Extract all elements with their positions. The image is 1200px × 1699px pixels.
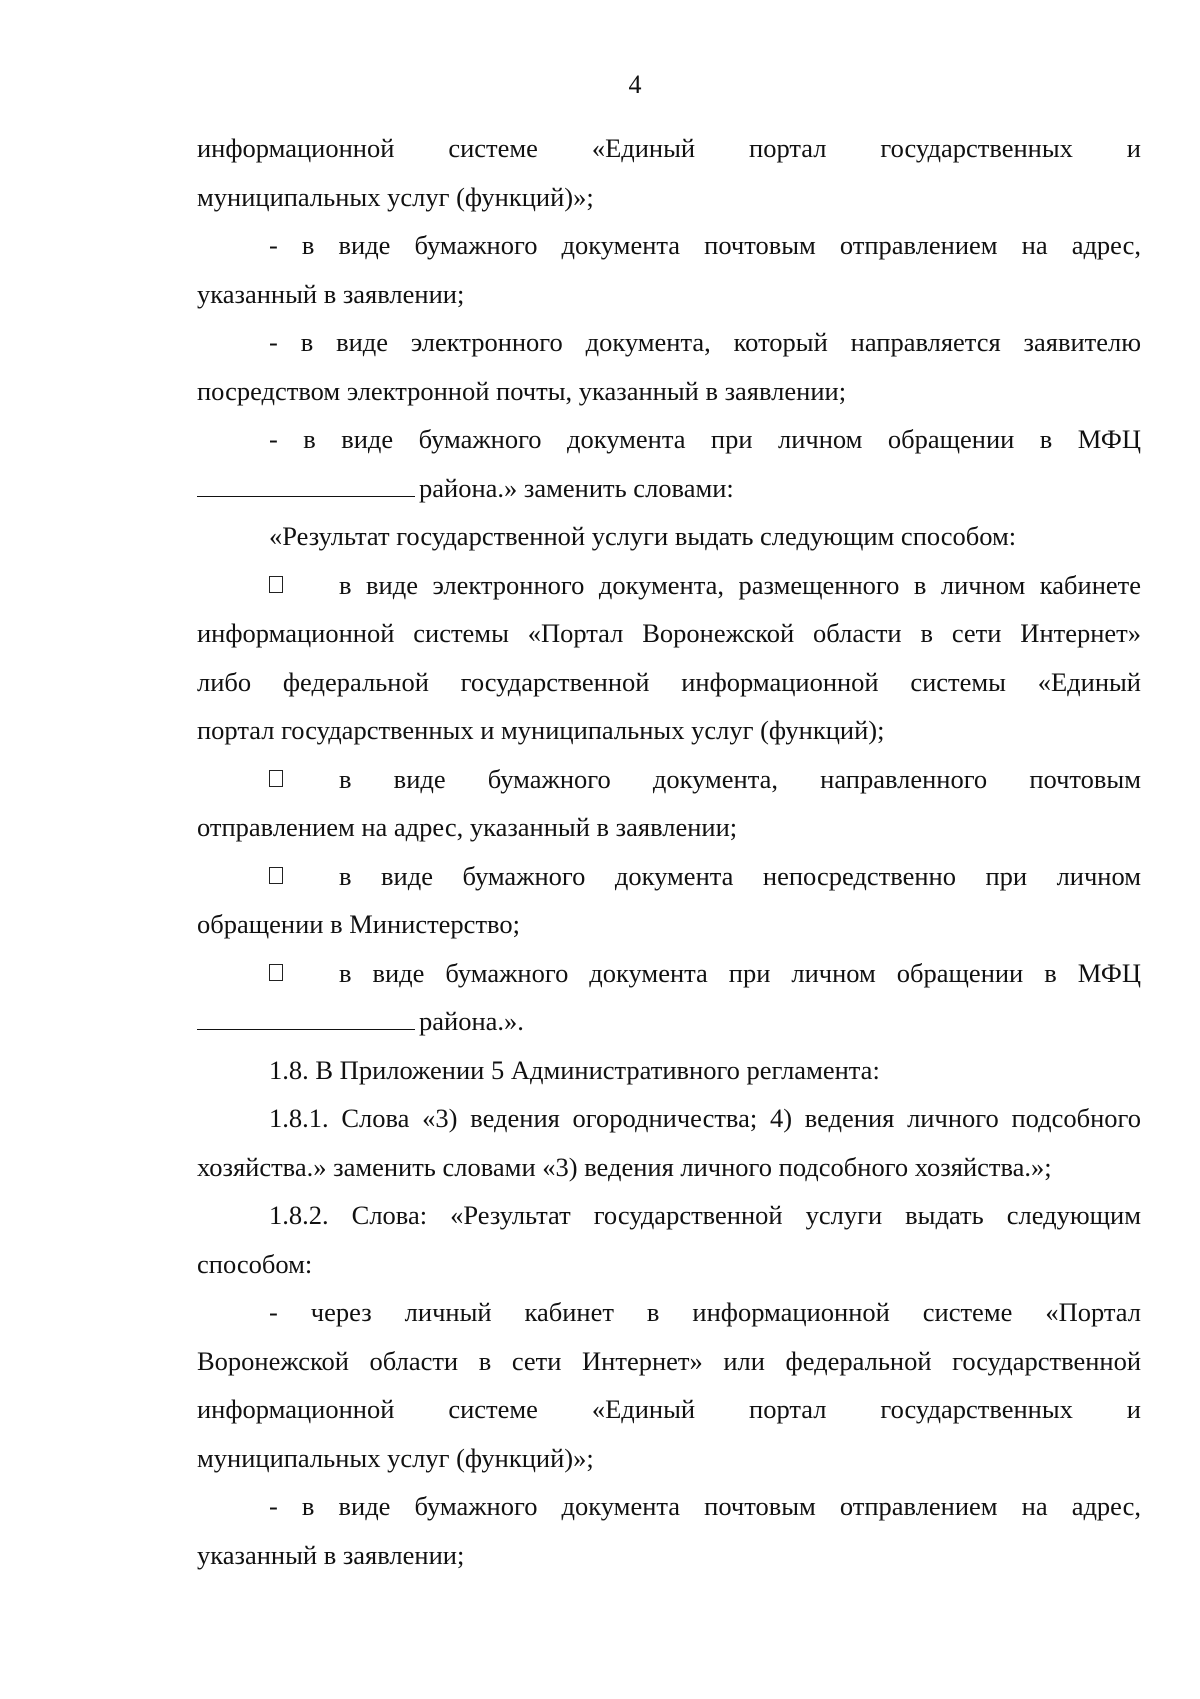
text-line: - в виде бумажного документа почтовым отправлением на адрес, (269, 230, 1141, 260)
text-fragment: района.». (419, 1006, 524, 1036)
text-line: информационной системе «Единый портал государственных и (197, 133, 1141, 163)
blank-underline (197, 496, 415, 497)
text-line-with-blank (197, 464, 1141, 513)
text-line: - через личный кабинет в информационной системе «Портал (269, 1297, 1141, 1327)
text-line: Воронежской области в сети Интернет» или федеральной государственной (197, 1345, 1141, 1376)
text-line: - в виде электронного документа, который направляется заявителю (269, 327, 1141, 357)
checkbox-label: в виде электронного документа, размещенного в личном кабинете (339, 569, 1141, 600)
page-number: 4 (628, 70, 642, 99)
text-line: 1.8.2. Слова: «Результат государственной услуги выдать следующим (269, 1200, 1141, 1230)
text-line: посредством электронной почты, указанный в заявлении; (197, 375, 847, 406)
checkbox-label: в виде бумажного документа непосредственно при личном (339, 860, 1141, 891)
text-line: либо федеральной государственной информационной системы «Единый (197, 666, 1141, 697)
checkbox-item (197, 852, 1141, 901)
text-line: способом: (197, 1248, 313, 1279)
text-line: информационной системе «Единый портал государственных и (197, 1394, 1141, 1424)
text-fragment: района.» заменить словами: (419, 472, 734, 503)
text-line: - в виде бумажного документа при личном обращении в МФЦ (269, 424, 1141, 454)
text-line: «Результат государственной услуги выдать следующим способом: (269, 521, 1017, 551)
checkbox-item (197, 949, 1141, 998)
text-line: 1.8. В Приложении 5 Административного регламента: (269, 1054, 880, 1085)
checkbox-icon (269, 867, 283, 884)
text-line: портал государственных и муниципальных услуг (функций); (197, 715, 885, 745)
text-line: обращении в Министерство; (197, 909, 520, 939)
text-line: информационной системы «Портал Воронежской области в сети Интернет» (197, 618, 1141, 648)
text-line: 1.8.1. Слова «3) ведения огородничества; 4) ведения личного подсобного (269, 1103, 1141, 1133)
text-line: отправлением на адрес, указанный в заявлении; (197, 812, 738, 842)
text-line-with-blank (197, 997, 1141, 1046)
text-line: муниципальных услуг (функций)»; (197, 1442, 594, 1473)
document-body (197, 124, 1141, 1579)
text-line: указанный в заявлении; (197, 278, 465, 309)
checkbox-label: в виде бумажного документа при личном обращении в МФЦ (339, 957, 1141, 988)
checkbox-item (197, 755, 1141, 804)
text-line: хозяйства.» заменить словами «3) ведения личного подсобного хозяйства.»; (197, 1151, 1052, 1182)
text-line: муниципальных услуг (функций)»; (197, 181, 594, 212)
text-line: указанный в заявлении; (197, 1539, 465, 1570)
checkbox-icon (269, 964, 283, 981)
checkbox-icon (269, 576, 283, 593)
checkbox-icon (269, 770, 283, 787)
blank-underline (197, 1029, 415, 1030)
checkbox-label: в виде бумажного документа, направленного почтовым (339, 763, 1141, 794)
text-line: - в виде бумажного документа почтовым отправлением на адрес, (269, 1491, 1141, 1521)
checkbox-item (197, 561, 1141, 610)
